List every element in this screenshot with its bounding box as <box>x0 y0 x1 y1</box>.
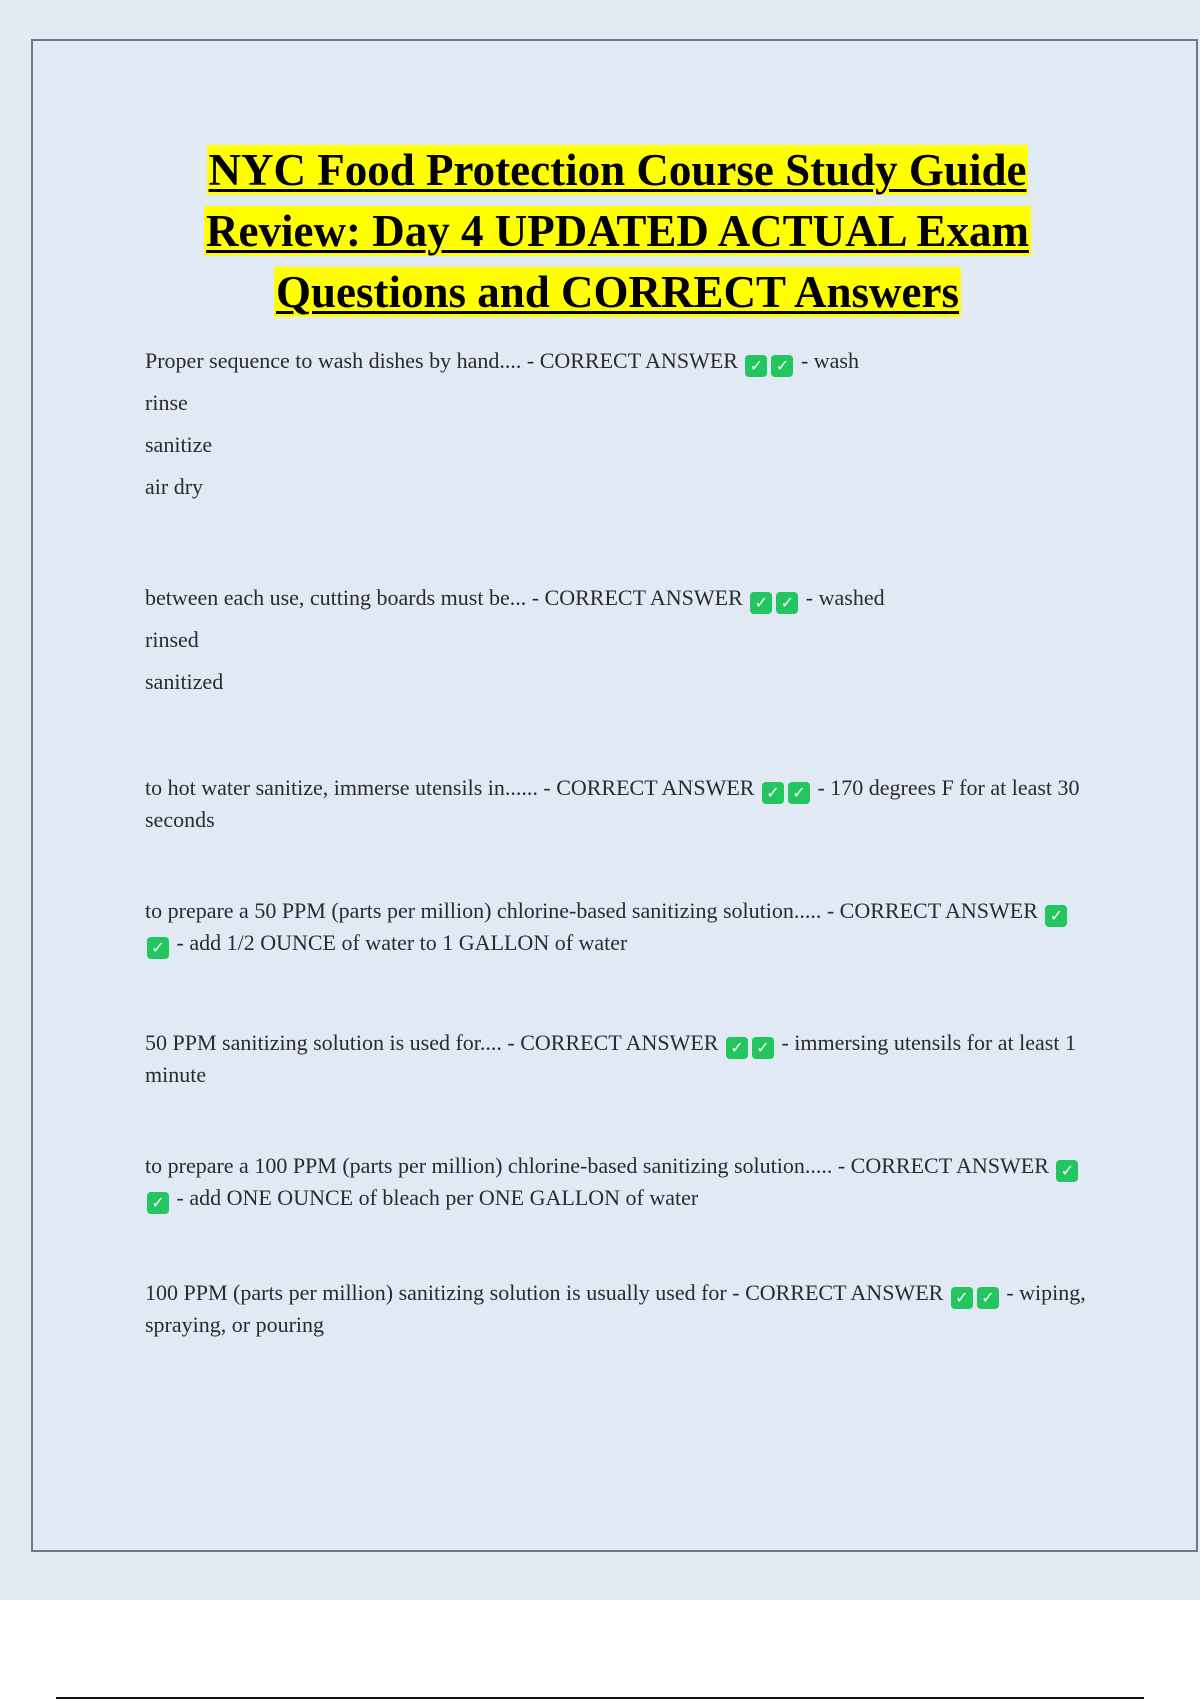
check-icon: ✓ <box>771 355 793 377</box>
qa-question: to prepare a 50 PPM (parts per million) chlorine-based sanitizing solution..... - CORRECT ANSWER <box>145 898 1038 923</box>
qa-item <box>145 1277 1090 1355</box>
check-icon: ✓ <box>147 1192 169 1214</box>
check-icon: ✓ <box>762 782 784 804</box>
check-icon: ✓ <box>726 1037 748 1059</box>
footer-divider <box>56 1697 1144 1699</box>
qa-answer-line: air dry <box>145 474 204 499</box>
check-icon: ✓ <box>1056 1160 1078 1182</box>
check-icon: ✓ <box>1045 905 1067 927</box>
qa-answer: - 170 degrees F for at least 30 seconds <box>145 775 1080 832</box>
qa-question: to hot water sanitize, immerse utensils in...... - CORRECT ANSWER <box>145 775 755 800</box>
qa-question-line <box>145 772 1090 836</box>
document-title <box>60 140 1175 323</box>
title-line-3: Questions and CORRECT Answers <box>275 267 960 317</box>
check-icon: ✓ <box>745 355 767 377</box>
qa-question-line <box>145 582 1090 614</box>
qa-question: between each use, cutting boards must be... - CORRECT ANSWER <box>145 585 743 610</box>
check-icon: ✓ <box>977 1287 999 1309</box>
qa-answer: - add 1/2 OUNCE of water to 1 GALLON of water <box>176 930 628 955</box>
check-icon: ✓ <box>752 1037 774 1059</box>
qa-answer: - wiping, spraying, or pouring <box>145 1280 1086 1337</box>
check-icon: ✓ <box>788 782 810 804</box>
check-icon: ✓ <box>750 592 772 614</box>
qa-question: to prepare a 100 PPM (parts per million) chlorine-based sanitizing solution..... - CORRECT ANSWER <box>145 1153 1049 1178</box>
title-line-2: Review: Day 4 UPDATED ACTUAL Exam <box>206 206 1029 256</box>
title-line-1: NYC Food Protection Course Study Guide <box>208 145 1027 195</box>
qa-item <box>145 895 1090 973</box>
qa-answer: - immersing utensils for at least 1 minute <box>145 1030 1076 1087</box>
qa-question: 50 PPM sanitizing solution is used for.... - CORRECT ANSWER <box>145 1030 719 1055</box>
qa-answer-line: sanitize <box>145 432 213 457</box>
qa-question-line <box>145 1027 1090 1091</box>
qa-answer: - add ONE OUNCE of bleach per ONE GALLON of water <box>176 1185 699 1210</box>
qa-question: 100 PPM (parts per million) sanitizing solution is usually used for - CORRECT ANSWER <box>145 1280 944 1305</box>
qa-answer: - washed <box>805 585 885 610</box>
check-icon: ✓ <box>951 1287 973 1309</box>
qa-answer-line: rinsed <box>145 627 199 652</box>
qa-item <box>145 345 1090 517</box>
qa-item <box>145 582 1090 712</box>
qa-question-line <box>145 345 1090 377</box>
qa-item <box>145 1150 1090 1228</box>
qa-question-line <box>145 1150 1090 1214</box>
qa-question-line <box>145 895 1090 959</box>
qa-question-line <box>145 1277 1090 1341</box>
qa-item <box>145 1027 1090 1105</box>
qa-item <box>145 772 1090 850</box>
check-icon: ✓ <box>147 937 169 959</box>
qa-question: Proper sequence to wash dishes by hand.... - CORRECT ANSWER <box>145 348 738 373</box>
qa-answer-line: rinse <box>145 390 188 415</box>
qa-answer-line: sanitized <box>145 669 224 694</box>
check-icon: ✓ <box>776 592 798 614</box>
qa-answer: - wash <box>800 348 859 373</box>
